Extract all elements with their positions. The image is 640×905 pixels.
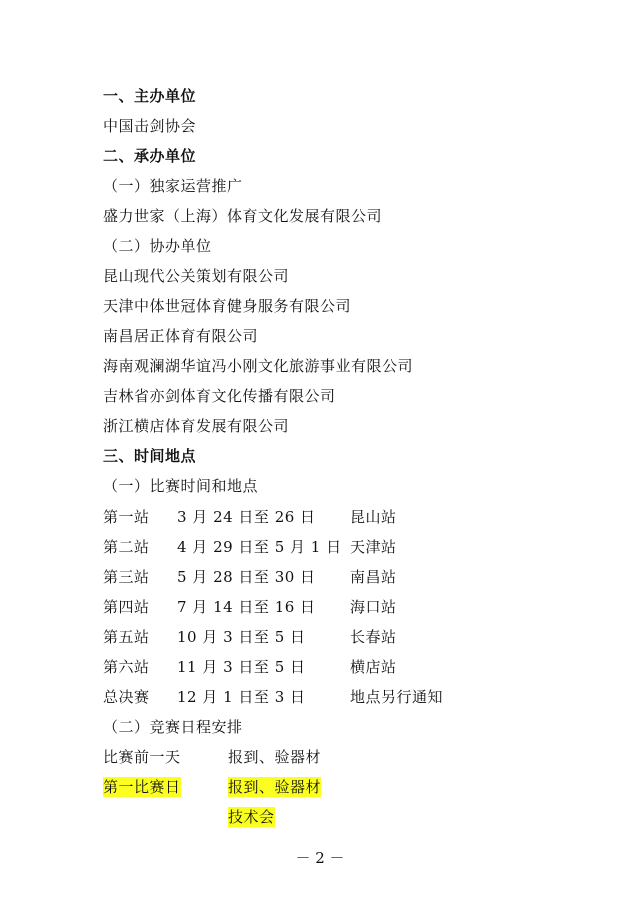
agenda-row xyxy=(0,807,640,827)
co-organizer-item: 浙江横店体育发展有限公司 xyxy=(103,417,290,435)
co-organizer-item: 海南观澜湖华谊冯小刚文化旅游事业有限公司 xyxy=(103,357,414,375)
section-heading-time-place: 三、时间地点 xyxy=(103,447,197,465)
stage-name: 总决赛 xyxy=(103,688,150,706)
stage-city: 海口站 xyxy=(350,598,397,616)
subsection-title-exclusive-operator: （一）独家运营推广 xyxy=(103,177,243,195)
stage-row xyxy=(0,507,640,527)
agenda-day: 第一比赛日 xyxy=(103,778,181,796)
stage-date: 3 月 24 日至 26 日 xyxy=(177,508,316,526)
agenda-task: 技术会 xyxy=(228,808,275,826)
co-organizer-item: 吉林省亦剑体育文化传播有限公司 xyxy=(103,387,336,405)
stage-city: 南昌站 xyxy=(350,568,397,586)
agenda-row xyxy=(0,747,640,767)
stage-row xyxy=(0,567,640,587)
subsection-title-co-organizers: （二）协办单位 xyxy=(103,237,212,255)
stage-name: 第六站 xyxy=(103,658,150,676)
page-number: － 2 － xyxy=(295,849,345,867)
stage-row xyxy=(0,597,640,617)
agenda-task: 报到、验器材 xyxy=(228,748,322,766)
stage-row xyxy=(0,687,640,707)
co-organizer-item: 南昌居正体育有限公司 xyxy=(103,327,259,345)
agenda-day: 比赛前一天 xyxy=(103,748,181,766)
stage-row xyxy=(0,537,640,557)
agenda-row xyxy=(0,777,640,797)
stage-date: 4 月 29 日至 5 月 1 日 xyxy=(177,538,342,556)
stage-date: 10 月 3 日至 5 日 xyxy=(177,628,306,646)
stage-city: 横店站 xyxy=(350,658,397,676)
stage-date: 7 月 14 日至 16 日 xyxy=(177,598,316,616)
stage-row xyxy=(0,627,640,647)
stage-date: 12 月 1 日至 3 日 xyxy=(177,688,306,706)
co-organizer-item: 昆山现代公关策划有限公司 xyxy=(103,267,290,285)
stage-city: 天津站 xyxy=(350,538,397,556)
stage-name: 第五站 xyxy=(103,628,150,646)
stage-city: 长春站 xyxy=(350,628,397,646)
organizer-name: 中国击剑协会 xyxy=(103,117,197,135)
section-heading-organizer: 一、主办单位 xyxy=(103,87,197,105)
stage-city: 地点另行通知 xyxy=(350,688,444,706)
stage-name: 第四站 xyxy=(103,598,150,616)
subsection-title-competition-agenda: （二）竞赛日程安排 xyxy=(103,718,243,736)
stage-city: 昆山站 xyxy=(350,508,397,526)
agenda-task: 报到、验器材 xyxy=(228,778,322,796)
exclusive-operator-name: 盛力世家（上海）体育文化发展有限公司 xyxy=(103,207,383,225)
stage-date: 5 月 28 日至 30 日 xyxy=(177,568,316,586)
stage-name: 第三站 xyxy=(103,568,150,586)
co-organizer-item: 天津中体世冠体育健身服务有限公司 xyxy=(103,297,352,315)
stage-row xyxy=(0,657,640,677)
section-heading-hosts: 二、承办单位 xyxy=(103,147,197,165)
stage-name: 第一站 xyxy=(103,508,150,526)
stage-name: 第二站 xyxy=(103,538,150,556)
stage-date: 11 月 3 日至 5 日 xyxy=(177,658,306,676)
subsection-title-schedule-venues: （一）比赛时间和地点 xyxy=(103,477,259,495)
